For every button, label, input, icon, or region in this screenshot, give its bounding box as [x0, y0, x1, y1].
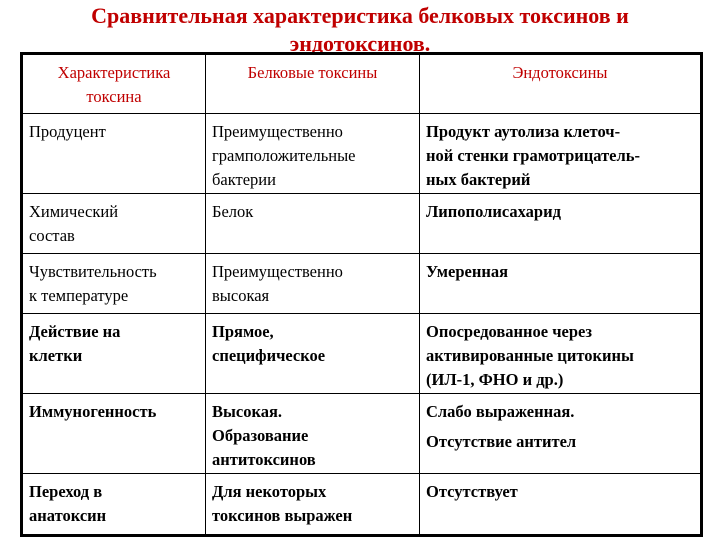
- cell-text: Белок: [212, 202, 254, 221]
- cell-text: к температуре: [29, 286, 129, 305]
- cell-text: Слабо выраженная.: [426, 402, 575, 421]
- cell-text: ной стенки грамотрицатель-: [426, 146, 640, 165]
- header-characteristic-line-1: Характеристика: [57, 63, 171, 82]
- cell-text: высокая: [212, 286, 270, 305]
- cell-text: (ИЛ-1, ФНО и др.): [426, 370, 564, 389]
- cell-endo: [420, 254, 702, 314]
- header-protein-toxins-label: Белковые токсины: [247, 63, 378, 82]
- cell-text: Прямое,: [212, 322, 274, 341]
- cell-text: Переход в: [29, 482, 103, 501]
- cell-endo: [420, 474, 702, 536]
- cell-protein: [206, 394, 420, 474]
- cell-endo: [420, 114, 702, 194]
- cell-text: Продукт аутолиза клеточ-: [426, 122, 621, 141]
- cell-text: токсинов выражен: [212, 506, 353, 525]
- cell-text: антитоксинов: [212, 450, 316, 469]
- cell-text: бактерии: [212, 170, 276, 189]
- cell-endo: [420, 394, 702, 474]
- cell-endo: [420, 194, 702, 254]
- header-characteristic: [22, 54, 206, 114]
- page-title-line-1: Сравнительная характеристика белковых токсинов и: [91, 3, 629, 28]
- table-row: [22, 254, 702, 314]
- cell-text: состав: [29, 226, 75, 245]
- header-characteristic-line-2: токсина: [86, 87, 142, 106]
- cell-characteristic: [22, 314, 206, 394]
- cell-text: Образование: [212, 426, 309, 445]
- cell-text: Отсутствует: [426, 482, 518, 501]
- cell-text: Высокая.: [212, 402, 283, 421]
- page-title-line-2: эндотоксинов.: [289, 31, 431, 56]
- table-row: [22, 394, 702, 474]
- table-header-row: [22, 54, 702, 114]
- cell-protein: [206, 194, 420, 254]
- cell-protein: [206, 474, 420, 536]
- cell-protein: [206, 314, 420, 394]
- cell-characteristic: [22, 254, 206, 314]
- cell-text: Умеренная: [426, 262, 509, 281]
- page-title: [0, 2, 720, 58]
- cell-text: Преимущественно: [212, 122, 343, 141]
- header-endotoxins: [420, 54, 702, 114]
- cell-text: Чувствительность: [29, 262, 157, 281]
- cell-characteristic: [22, 394, 206, 474]
- cell-text: Преимущественно: [212, 262, 343, 281]
- header-endotoxins-label: Эндотоксины: [512, 63, 608, 82]
- cell-characteristic: [22, 194, 206, 254]
- table-row: [22, 314, 702, 394]
- cell-text: Продуцент: [29, 122, 106, 141]
- cell-text: Отсутствие антител: [426, 432, 577, 451]
- cell-text: анатоксин: [29, 506, 107, 525]
- cell-characteristic: [22, 474, 206, 536]
- comparison-table: [20, 52, 703, 537]
- cell-text: Липополисахарид: [426, 202, 561, 221]
- table-row: [22, 474, 702, 536]
- cell-characteristic: [22, 114, 206, 194]
- cell-text: Для некоторых: [212, 482, 327, 501]
- table-row: [22, 114, 702, 194]
- cell-text: Иммуногенность: [29, 402, 157, 421]
- cell-endo: [420, 314, 702, 394]
- cell-text: ных бактерий: [426, 170, 531, 189]
- cell-text: грамположительные: [212, 146, 356, 165]
- cell-text: клетки: [29, 346, 83, 365]
- cell-protein: [206, 114, 420, 194]
- cell-text: специфическое: [212, 346, 326, 365]
- cell-text: Опосредованное через: [426, 322, 593, 341]
- table-row: [22, 194, 702, 254]
- cell-text: Действие на: [29, 322, 121, 341]
- cell-text: активированные цитокины: [426, 346, 634, 365]
- cell-protein: [206, 254, 420, 314]
- cell-text: Химический: [29, 202, 119, 221]
- header-protein-toxins: [206, 54, 420, 114]
